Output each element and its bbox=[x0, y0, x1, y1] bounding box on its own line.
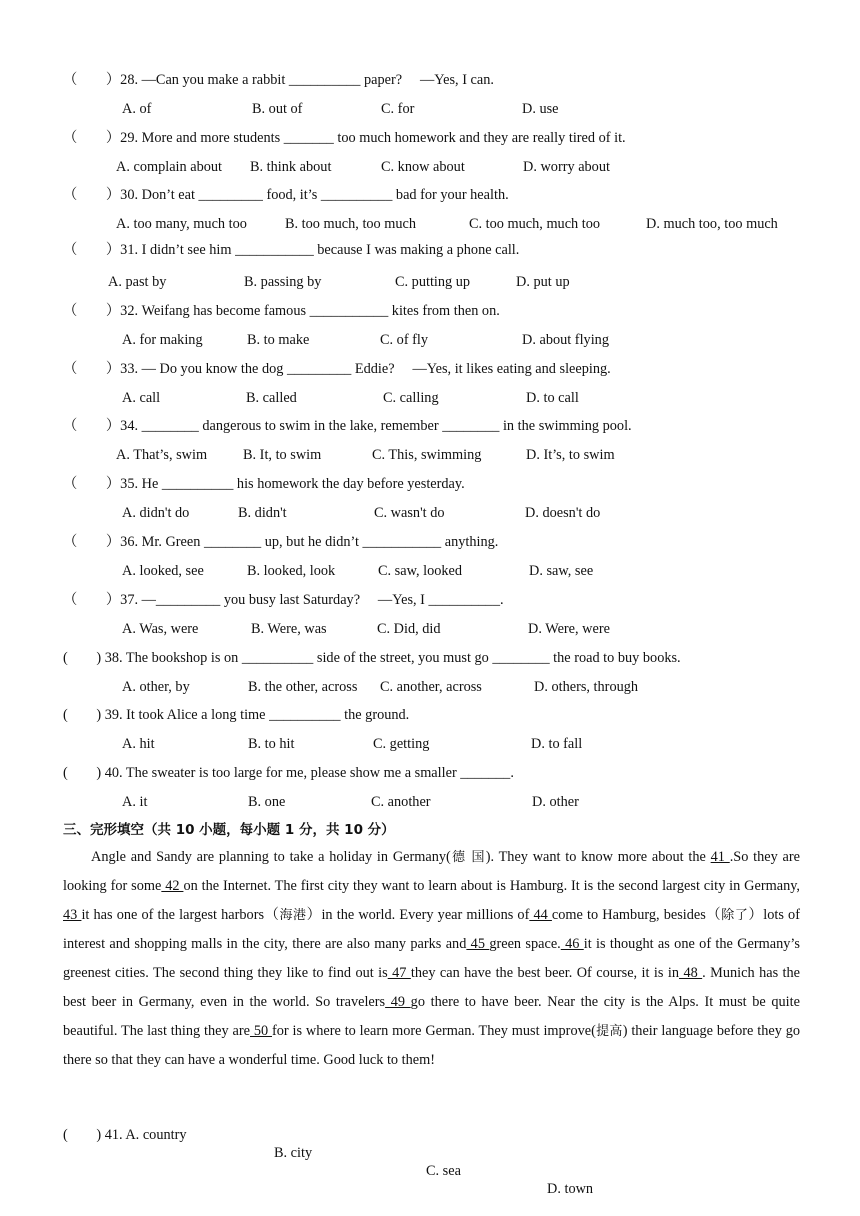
blank-46: 46 bbox=[560, 936, 584, 952]
option-c: C. Did, did bbox=[377, 621, 441, 637]
option-b: B. It, to swim bbox=[243, 447, 322, 463]
option-b: B. out of bbox=[252, 101, 303, 117]
option-c: C. too much, much too bbox=[469, 216, 601, 232]
option-a: A. didn't do bbox=[122, 505, 190, 521]
option-d: D. It’s, to swim bbox=[526, 447, 615, 463]
passage-text: green space. bbox=[489, 936, 561, 952]
passage-text: on the Internet. The first city they want to learn about is Hamburg. It is the second largest city in Germany, bbox=[183, 878, 801, 894]
option-a: A. That’s, swim bbox=[116, 447, 208, 463]
option-a: A. it bbox=[122, 794, 148, 810]
question-37-options bbox=[0, 620, 860, 638]
question-29-stem: （ ）29. More and more students _______ too much homework and they are really tired of it. bbox=[63, 130, 626, 146]
option-c: C. another bbox=[371, 794, 431, 810]
question-35-options bbox=[0, 504, 860, 522]
option-a: A. for making bbox=[122, 332, 203, 348]
blank-49: 49 bbox=[385, 994, 411, 1010]
option-d: D. Were, were bbox=[528, 621, 610, 637]
passage-text: for is where to learn more German. They must improve( bbox=[271, 1023, 596, 1039]
question-30-options bbox=[0, 215, 860, 233]
question-41 bbox=[0, 1108, 860, 1197]
question-39-options bbox=[0, 735, 860, 753]
option-b: B. passing by bbox=[244, 274, 322, 290]
passage-text: ）in the world. Every year millions of bbox=[306, 907, 530, 923]
option-d: D. worry about bbox=[523, 159, 610, 175]
option-d: D. other bbox=[532, 794, 579, 810]
question-33-stem: （ ）33. — Do you know the dog _________ Eddie? —Yes, it likes eating and sleeping. bbox=[63, 361, 611, 377]
question-30-stem: （ ）30. Don’t eat _________ food, it’s __________ bad for your health. bbox=[63, 187, 509, 203]
question-31-stem: （ ）31. I didn’t see him ___________ because I was making a phone call. bbox=[63, 242, 520, 258]
option-a: A. call bbox=[122, 390, 161, 406]
passage-text: ）lots of interest and shopping malls in the city, there are also many parks and bbox=[63, 907, 800, 952]
passage-text: they can have the best beer. Of course, it is in bbox=[410, 965, 680, 981]
question-35-stem: （ ）35. He __________ his homework the day before yesterday. bbox=[63, 476, 465, 492]
option-d: D. town bbox=[547, 1181, 594, 1197]
passage-cjk-gloss: 海港 bbox=[279, 908, 307, 923]
option-b: B. the other, across bbox=[248, 679, 358, 695]
question-36-stem: （ ）36. Mr. Green ________ up, but he didn’t ___________ anything. bbox=[63, 534, 499, 550]
question-34-stem: （ ）34. ________ dangerous to swim in the lake, remember ________ in the swimming pool. bbox=[63, 418, 632, 434]
blank-44: 44 bbox=[529, 907, 552, 923]
passage-text: . Munich has the best beer in Germany, even in the world. So travelers bbox=[63, 965, 801, 1010]
question-33-options bbox=[0, 389, 860, 407]
passage-cjk-gloss: 提高 bbox=[595, 1024, 623, 1039]
option-c: C. another, across bbox=[380, 679, 482, 695]
question-32-stem: （ ）32. Weifang has become famous ___________ kites from then on. bbox=[63, 303, 500, 319]
question-28-options bbox=[0, 100, 860, 118]
option-a: A. hit bbox=[122, 736, 155, 752]
blank-43: 43 bbox=[63, 907, 82, 923]
question-40-stem: ( ) 40. The sweater is too large for me, please show me a smaller _______. bbox=[63, 765, 514, 781]
question-38-stem: ( ) 38. The bookshop is on __________ side of the street, you must go ________ the road to buy books. bbox=[63, 650, 681, 666]
question-28-stem: （ ）28. —Can you make a rabbit __________ paper? —Yes, I can. bbox=[63, 72, 494, 88]
option-b: B. too much, too much bbox=[285, 216, 417, 232]
option-d: D. use bbox=[522, 101, 559, 117]
option-b: B. to make bbox=[247, 332, 310, 348]
passage-text: it has one of the largest harbors（ bbox=[81, 907, 280, 923]
passage-text: go there to have beer. Near the city is the Alps. It must be quite beautiful. The last thing they are bbox=[63, 994, 800, 1039]
blank-47: 47 bbox=[387, 965, 411, 981]
option-c: C. for bbox=[381, 101, 415, 117]
option-c: C. getting bbox=[373, 736, 430, 752]
option-c: C. saw, looked bbox=[378, 563, 463, 579]
option-c: C. calling bbox=[383, 390, 439, 406]
option-c: C. of fly bbox=[380, 332, 429, 348]
passage-text: .So they are looking for some bbox=[63, 849, 801, 894]
option-b: B. didn't bbox=[238, 505, 287, 521]
question-40-options bbox=[0, 793, 860, 811]
option-c: C. sea bbox=[426, 1163, 461, 1179]
option-d: D. saw, see bbox=[529, 563, 594, 579]
option-d: D. put up bbox=[516, 274, 570, 290]
option-a: A. complain about bbox=[116, 159, 223, 175]
question-29-options bbox=[0, 158, 860, 176]
option-b: B. to hit bbox=[248, 736, 295, 752]
option-c: C. putting up bbox=[395, 274, 471, 290]
option-a: A. looked, see bbox=[122, 563, 204, 579]
option-c: C. know about bbox=[381, 159, 465, 175]
blank-41: 41 bbox=[710, 849, 730, 865]
question-34-options bbox=[0, 446, 860, 464]
passage-cjk-gloss: 除了 bbox=[721, 908, 749, 923]
section-heading: 三、完形填空（共 10 小题，每小题 1 分，共 10 分） bbox=[63, 822, 395, 838]
blank-42: 42 bbox=[161, 878, 184, 894]
question-39-stem: ( ) 39. It took Alice a long time __________ the ground. bbox=[63, 707, 410, 723]
passage-text: come to Hamburg, besides（ bbox=[551, 907, 722, 923]
question-37-stem: （ ）37. —_________ you busy last Saturday? —Yes, I __________. bbox=[63, 592, 504, 608]
option-d: D. to call bbox=[526, 390, 579, 406]
blank-48: 48 bbox=[679, 965, 703, 981]
option-a: A. of bbox=[122, 101, 152, 117]
option-d: D. others, through bbox=[534, 679, 639, 695]
blank-45: 45 bbox=[466, 936, 490, 952]
option-c: C. This, swimming bbox=[372, 447, 482, 463]
option-b: B. think about bbox=[250, 159, 332, 175]
option-b: B. called bbox=[246, 390, 297, 406]
option-a: A. Was, were bbox=[122, 621, 199, 637]
passage-cjk-gloss: 德 国 bbox=[450, 850, 486, 865]
blank-50: 50 bbox=[249, 1023, 272, 1039]
option-b: B. one bbox=[248, 794, 286, 810]
passage-text: it is thought as one of the Germany’s greenest cities. The second thing they like to find out is bbox=[63, 936, 800, 981]
question-31-options bbox=[0, 273, 860, 291]
passage-text: ) their language before they go there so that they can have a wonderful time. Good luck to them! bbox=[63, 1023, 800, 1068]
question-36-options bbox=[0, 562, 860, 580]
option-d: D. doesn't do bbox=[525, 505, 601, 521]
option-d: D. about flying bbox=[522, 332, 609, 348]
passage-text: ). They want to know more about the bbox=[485, 849, 711, 865]
option-a: A. past by bbox=[108, 274, 167, 290]
cloze-passage bbox=[63, 843, 800, 1075]
question-stem: ( ) 41. A. country bbox=[63, 1127, 187, 1143]
option-b: B. city bbox=[274, 1145, 313, 1161]
question-38-options bbox=[0, 678, 860, 696]
option-d: D. to fall bbox=[531, 736, 583, 752]
option-c: C. wasn't do bbox=[374, 505, 445, 521]
option-d: D. much too, too much bbox=[646, 216, 778, 232]
option-b: B. looked, look bbox=[247, 563, 336, 579]
passage-text: Angle and Sandy are planning to take a holiday in Germany( bbox=[91, 849, 451, 865]
option-a: A. other, by bbox=[122, 679, 190, 695]
option-b: B. Were, was bbox=[251, 621, 327, 637]
question-32-options bbox=[0, 331, 860, 349]
option-a: A. too many, much too bbox=[116, 216, 247, 232]
